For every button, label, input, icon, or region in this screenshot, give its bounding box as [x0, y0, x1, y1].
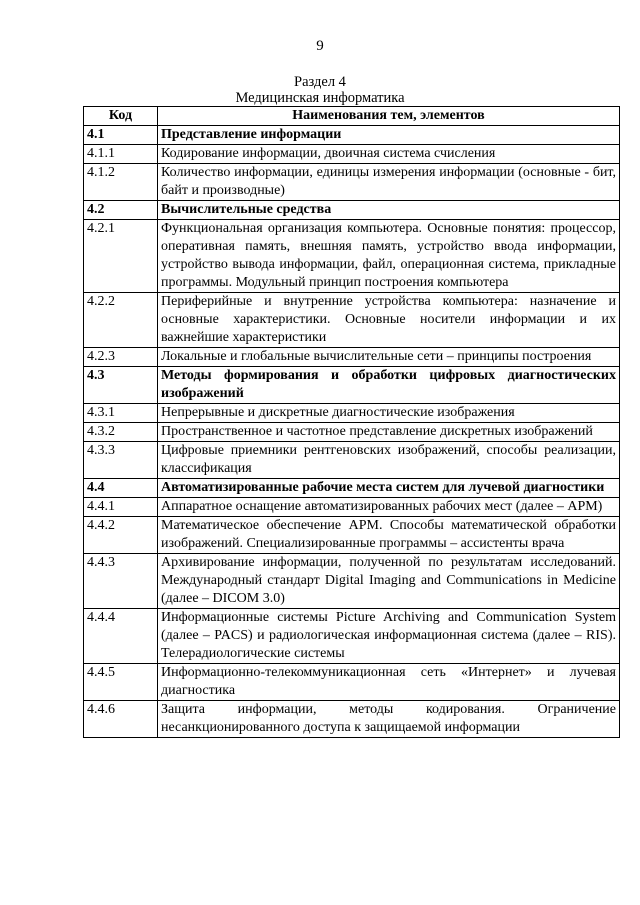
row-code: 4.4 [84, 479, 158, 498]
row-code: 4.4.6 [84, 701, 158, 738]
table-row [84, 442, 620, 479]
table-group-row [84, 201, 620, 220]
row-code: 4.1.1 [84, 145, 158, 164]
row-code: 4.2.1 [84, 220, 158, 293]
row-name: Представление информации [158, 126, 620, 145]
table-row [84, 554, 620, 609]
row-code: 4.2 [84, 201, 158, 220]
row-code: 4.3.1 [84, 404, 158, 423]
row-name: Функциональная организация компьютера. Основные понятия: процессор, оперативная память, внешняя память, устройство ввода информации, устройство вывода информации, файл, операционная система, прикладные программы. Модульный принцип построения компьютера [158, 220, 620, 293]
section-title: Раздел 4 [294, 74, 346, 90]
row-name: Информационные системы Picture Archiving and Communication System (далее – PACS) и радиологическая информационная система (далее – RIS). Телерадиологические системы [158, 609, 620, 664]
table-group-row [84, 126, 620, 145]
row-code: 4.1.2 [84, 164, 158, 201]
row-code: 4.4.4 [84, 609, 158, 664]
row-name: Информационно-телекоммуникационная сеть «Интернет» и лучевая диагностика [158, 664, 620, 701]
row-code: 4.1 [84, 126, 158, 145]
table-row [84, 664, 620, 701]
row-name: Локальные и глобальные вычислительные сети – принципы построения [158, 348, 620, 367]
row-code: 4.4.2 [84, 517, 158, 554]
table-row [84, 164, 620, 201]
row-name: Автоматизированные рабочие места систем для лучевой диагностики [158, 479, 620, 498]
table-row [84, 404, 620, 423]
row-name: Периферийные и внутренние устройства компьютера: назначение и основные характеристики. Основные носители информации и их важнейшие характеристики [158, 293, 620, 348]
row-code: 4.4.3 [84, 554, 158, 609]
row-code: 4.2.2 [84, 293, 158, 348]
row-name: Архивирование информации, полученной по результатам исследований. Международный стандарт Digital Imaging and Communications in Medicine (далее – DICOM 3.0) [158, 554, 620, 609]
table-row [84, 220, 620, 293]
row-name: Цифровые приемники рентгеновских изображений, способы реализации, классификация [158, 442, 620, 479]
column-header-name: Наименования тем, элементов [158, 107, 620, 126]
column-header-code: Код [84, 107, 158, 126]
row-name: Методы формирования и обработки цифровых диагностических изображений [158, 367, 620, 404]
row-code: 4.3.2 [84, 423, 158, 442]
row-name: Вычислительные средства [158, 201, 620, 220]
table-row [84, 145, 620, 164]
table-row [84, 348, 620, 367]
table-row [84, 423, 620, 442]
table-group-row [84, 479, 620, 498]
row-code: 4.4.1 [84, 498, 158, 517]
row-name: Кодирование информации, двоичная система счисления [158, 145, 620, 164]
row-name: Защита информации, методы кодирования. Ограничение несанкционированного доступа к защищаемой информации [158, 701, 620, 738]
page-number: 9 [316, 38, 324, 54]
table-row [84, 293, 620, 348]
row-code: 4.4.5 [84, 664, 158, 701]
row-code: 4.2.3 [84, 348, 158, 367]
table-group-row [84, 367, 620, 404]
row-name: Непрерывные и дискретные диагностические изображения [158, 404, 620, 423]
row-code: 4.3 [84, 367, 158, 404]
table-row [84, 701, 620, 738]
table-row [84, 609, 620, 664]
row-code: 4.3.3 [84, 442, 158, 479]
row-name: Математическое обеспечение АРМ. Способы математической обработки изображений. Специализированные программы – ассистенты врача [158, 517, 620, 554]
row-name: Пространственное и частотное представление дискретных изображений [158, 423, 620, 442]
topics-table [83, 106, 620, 738]
section-subtitle: Медицинская информатика [235, 90, 405, 106]
row-name: Аппаратное оснащение автоматизированных рабочих мест (далее – АРМ) [158, 498, 620, 517]
row-name: Количество информации, единицы измерения информации (основные - бит, байт и производные) [158, 164, 620, 201]
table-row [84, 498, 620, 517]
table-row [84, 517, 620, 554]
table-header-row [84, 107, 620, 126]
